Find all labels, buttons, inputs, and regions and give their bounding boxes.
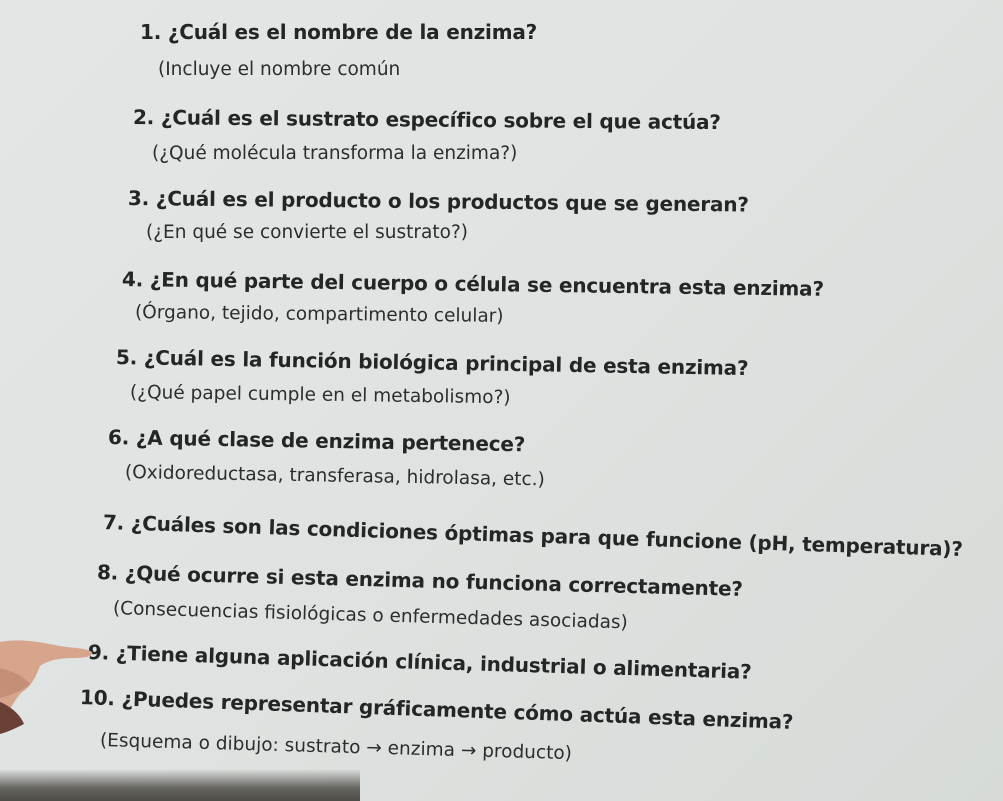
question-5-hint: (¿Qué papel cumple en el metabolismo?) xyxy=(129,382,511,409)
question-1: 1. ¿Cuál es el nombre de la enzima? xyxy=(140,20,538,44)
question-9: 9. ¿Tiene alguna aplicación clínica, industrial o alimentaria? xyxy=(87,640,752,684)
question-2-hint: (¿Qué molécula transforma la enzima?) xyxy=(152,143,518,164)
question-4: 4. ¿En qué parte del cuerpo o célula se encuentra esta enzima? xyxy=(121,267,825,301)
pointing-hand xyxy=(0,628,96,738)
question-7: 7. ¿Cuáles son las condiciones óptimas para que funcione (pH, temperatura)? xyxy=(102,510,964,562)
question-8: 8. ¿Qué ocurre si esta enzima no funciona correctamente? xyxy=(96,560,744,601)
bottom-shadow xyxy=(0,769,360,801)
question-2: 2. ¿Cuál es el sustrato específico sobre el que actúa? xyxy=(132,105,721,135)
question-6: 6. ¿A qué clase de enzima pertenece? xyxy=(107,425,526,457)
question-6-hint: (Oxidoreductasa, transferasa, hidrolasa, etc.) xyxy=(124,462,545,491)
question-3: 3. ¿Cuál es el producto o los productos que se generan? xyxy=(127,186,749,217)
question-10: 10. ¿Puedes representar gráficamente cómo actúa esta enzima? xyxy=(79,685,794,734)
question-1-hint: (Incluye el nombre común xyxy=(158,59,401,80)
question-8-hint: (Consecuencias fisiológicas o enfermedades asociadas) xyxy=(112,598,629,634)
question-3-hint: (¿En qué se convierte el sustrato?) xyxy=(146,222,468,243)
question-4-hint: (Órgano, tejido, compartimento celular) xyxy=(134,302,504,327)
question-5: 5. ¿Cuál es la función biológica principal de esta enzima? xyxy=(115,345,749,381)
question-10-hint: (Esquema o dibujo: sustrato → enzima → producto) xyxy=(99,730,573,765)
